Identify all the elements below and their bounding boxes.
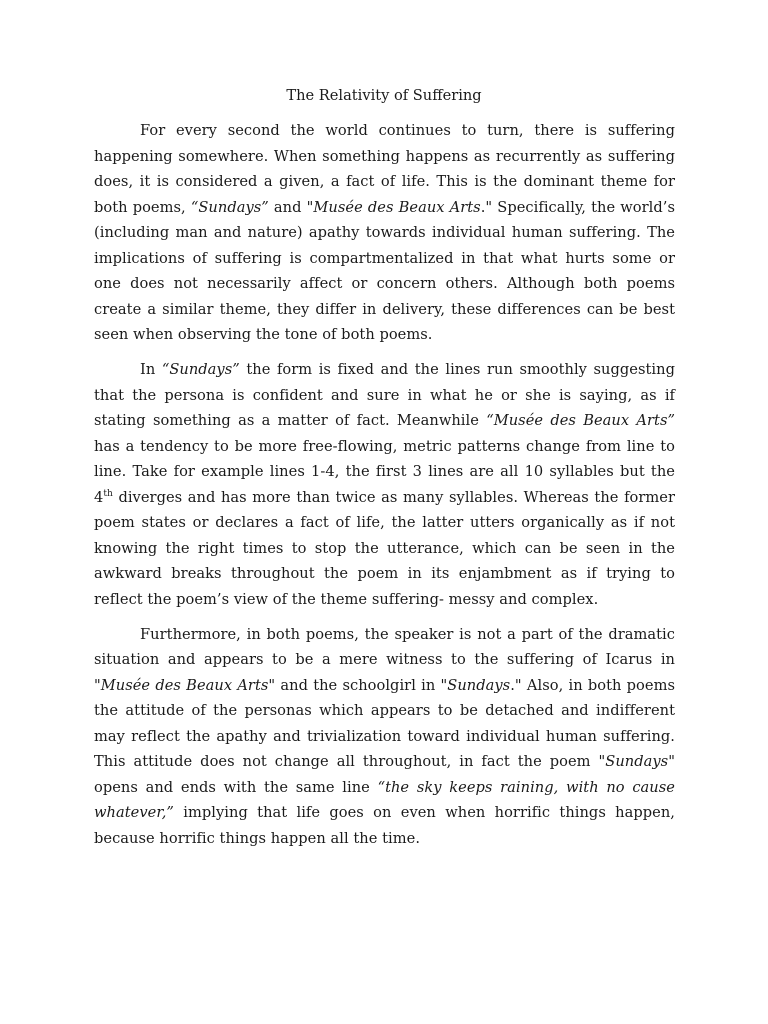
paragraph-2: [94, 357, 675, 612]
text-run: and ": [268, 198, 314, 216]
italic-quotation: “the sky keeps raining, with no cause whatever,”: [94, 778, 675, 821]
text-run: the form is fixed and the lines run smoothly suggesting that the persona is confident and sure in what he or she is saying, as if stating something as a matter of fact. Meanwhile: [94, 361, 675, 429]
text-run: " and the schoolgirl in ": [268, 676, 448, 694]
document-body: [94, 118, 675, 861]
text-run: " opens and ends with the same line: [94, 753, 675, 796]
italic-poem-title: Musée des Beaux Arts: [100, 676, 269, 694]
ordinal-superscript: th: [103, 488, 113, 499]
text-run: For every second the world continues to turn, there is suffering happening somewhere. When something happens as recurrently as suffering does, it is considered a given, a fact of life. This is the dominant theme for both poems,: [94, 122, 675, 216]
text-run: implying that life goes on even when horrific things happen, because horrific things happen all the time.: [94, 804, 675, 847]
text-run: In: [140, 361, 162, 378]
italic-poem-title: “Sundays”: [161, 361, 240, 378]
paragraph-3: [94, 622, 675, 852]
text-run: Furthermore, in both poems, the speaker is not a part of the dramatic situation and appears to be a mere witness to the suffering of Icarus in ": [94, 625, 675, 694]
text-run: has a tendency to be more free-flowing, metric patterns change from line to line. Take for example lines 1-4, the first 3 lines are all 10 syllables but the 4: [94, 437, 675, 506]
paragraph-1: [94, 118, 675, 348]
text-run: ." Also, in both poems the attitude of the personas which appears to be detached and indifferent may reflect the apathy and trivialization toward individual human suffering. This attitude does not change all throughout, in fact the poem ": [94, 676, 676, 770]
italic-poem-title: “Musée des Beaux Arts”: [486, 412, 675, 429]
text-run: diverges and has more than twice as many syllables. Whereas the former poem states or declares a fact of life, the latter utters organically as if not knowing the right times to stop the utterance, which can be seen in the awkward breaks throughout the poem in its enjambment as if trying to reflect the poem’s view of the theme suffering- messy and complex.: [94, 488, 675, 608]
text-run: ." Specifically, the world’s (including man and nature) apathy towards individual human suffering. The implications of suffering is compartmentalized in that what hurts some or one does not necessarily affect or concern others. Although both poems create a similar theme, they differ in delivery, these differences can be best seen when observing the tone of both poems.: [94, 198, 676, 343]
italic-poem-title: Musée des Beaux Arts: [313, 198, 481, 216]
italic-poem-title: Sundays: [447, 676, 511, 694]
document-title: The Relativity of Suffering: [286, 87, 482, 104]
italic-poem-title: Sundays: [605, 753, 669, 770]
italic-poem-title: “Sundays”: [190, 198, 269, 216]
